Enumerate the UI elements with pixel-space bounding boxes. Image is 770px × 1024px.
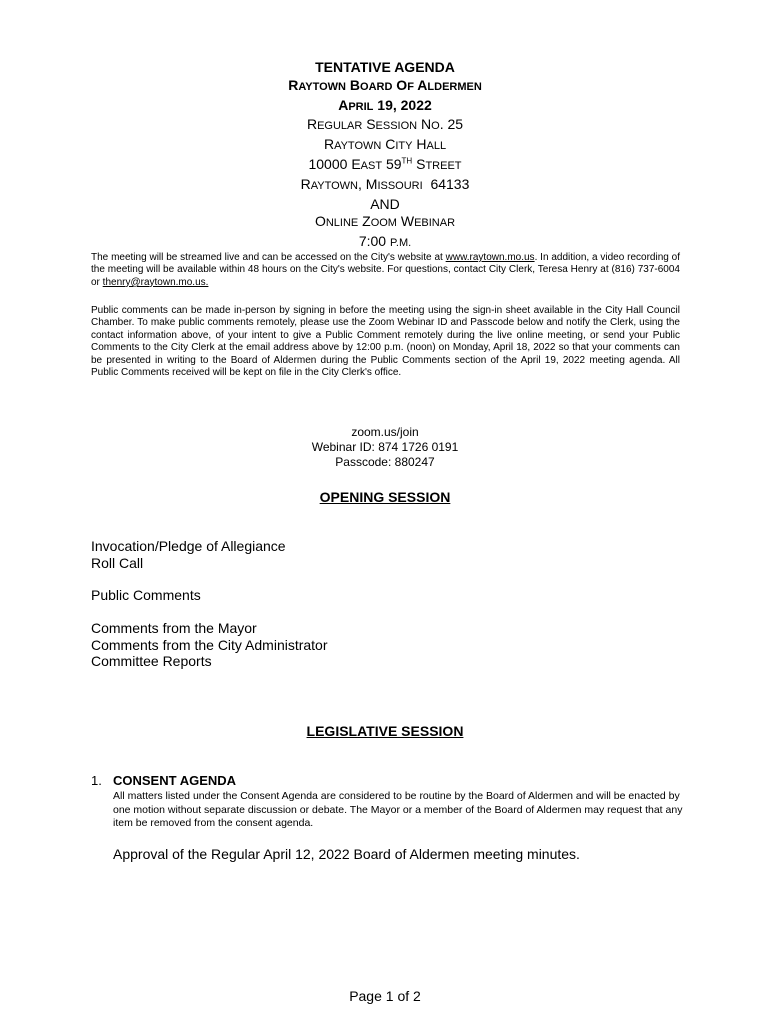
board-name: RAYTOWN BOARD OF ALDERMEN [288,76,482,93]
streaming-paragraph: The meeting will be streamed live and can be accessed on the City's website at www.raytown.mo.us. In addition, a video recording of the meeting will be available within 48 hours on the City's website. For questions, contact City Clerk, Teresa Henry at (816) 737-6004 or thenry@raytown.mo.us. [91,252,681,288]
zoom-info [0,425,770,470]
consent-agenda-heading [91,773,236,788]
venue: RAYTOWN CITY HALL [323,136,447,153]
opening-session-title: OPENING SESSION [319,489,451,505]
website-link[interactable]: www.raytown.mo.us [445,252,535,263]
email-link[interactable]: thenry@raytown.mo.us. [102,276,209,288]
meeting-time: 7:00 P.M. [358,233,412,250]
opening-items-group-3 [91,620,328,670]
agenda-title: TENTATIVE AGENDA [315,59,455,75]
list-item: Public Comments [91,587,201,603]
page-number: Page 1 of 2 [349,988,421,1004]
city-state: RAYTOWN, MISSOURI 64133 [300,175,470,192]
item-title: CONSENT AGENDA [113,773,237,788]
item-number: 1. [91,773,102,788]
consent-agenda-description: All matters listed under the Consent Agenda are considered to be routine by the Board of Aldermen and will be enacted by one motion without separate discussion or debate. The Mayor or a member of the Board of Aldermen may request that any item be removed from the consent agenda. [113,790,683,829]
approval-minutes-item: Approval of the Regular April 12, 2022 Board of Aldermen meeting minutes. [113,846,580,862]
street-address: 10000 EAST 59TH STREET [308,155,462,172]
agenda-header [0,59,770,253]
list-item: Invocation/Pledge of Allegiance [91,538,286,554]
list-item: Roll Call [91,554,144,571]
legislative-session-title: LEGISLATIVE SESSION [306,723,464,739]
passcode: Passcode: 880247 [335,455,435,469]
list-item: Committee Reports [91,653,212,670]
and-label: AND [370,195,400,212]
zoom-join-url: zoom.us/join [351,425,419,439]
list-item: Comments from the City Administrator [91,636,328,653]
public-comments-paragraph: Public comments can be made in-person by signing in before the meeting using the sign-in sheet available in the City Hall Council Chamber. To make public comments remotely, please use the Zoom Webinar ID and Passcode below and notify the Clerk, using the contact information above, of your intent to give a Public Comment remotely during the live online meeting, or send your Public Comments to the City Clerk at the email address above by 12:00 p.m. (noon) on Monday, April 18, 2022 so that your comments can be presented in writing to the Board of Aldermen during the Public Comments section of the April 19, 2022 meeting agenda. All Public Comments received will be kept on file in the City Clerk's office. [91,305,680,379]
opening-items-group-1 [91,538,286,571]
session-number: REGULAR SESSION NO. 25 [306,116,464,133]
online-webinar: ONLINE ZOOM WEBINAR [314,213,456,230]
meeting-date: APRIL 19, 2022 [338,96,432,113]
webinar-id: Webinar ID: 874 1726 0191 [311,440,459,454]
list-item: Comments from the Mayor [91,620,257,636]
opening-items-group-2 [91,587,201,604]
